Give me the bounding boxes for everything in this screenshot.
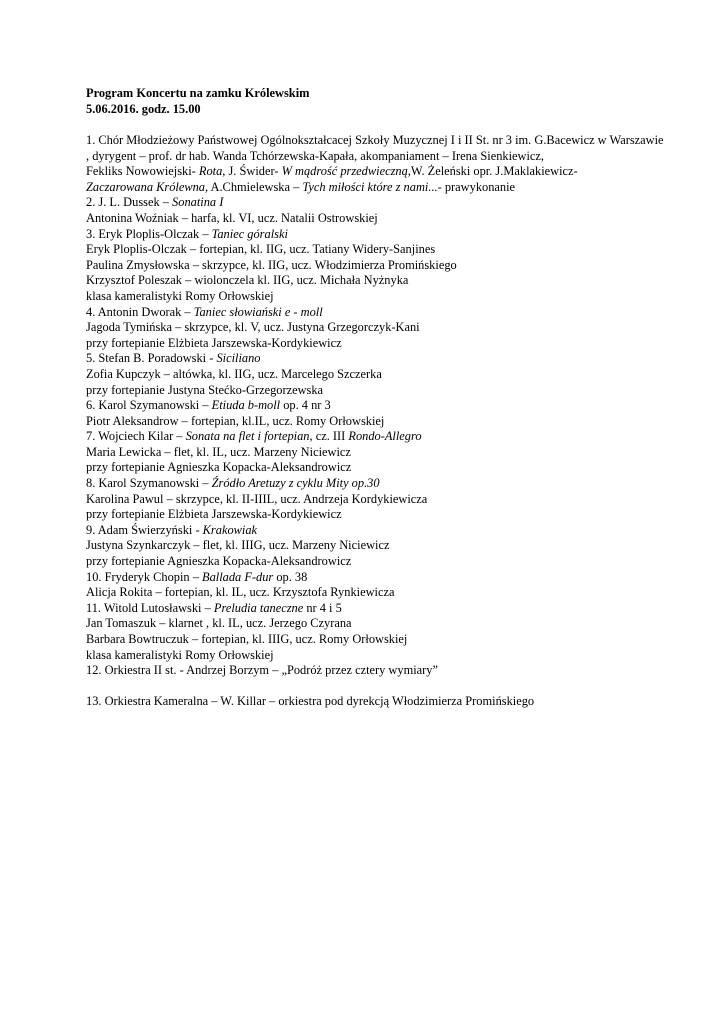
program-item-1-pieces-line1 <box>86 164 666 180</box>
program-item-6-heading <box>86 398 666 414</box>
movement-text: , cz. III <box>309 429 349 444</box>
performer-line: Jan Tomaszuk – klarnet , kl. IL, ucz. Jerzego Czyrana <box>86 616 352 631</box>
program-item-8-heading <box>86 476 666 492</box>
concert-date: 5.06.2016. godz. 15.00 <box>86 101 201 116</box>
performer-line: przy fortepianie Agnieszka Kopacka-Aleksandrowicz <box>86 554 352 569</box>
piece-title: Źródło Aretuzy z cyklu Mity op.30 <box>211 476 380 491</box>
piece-title: Zaczarowana Królewna, <box>86 179 209 194</box>
program-item-4-heading <box>86 305 666 321</box>
performer-line: przy fortepianie Justyna Stećko-Grzegorzewska <box>86 382 324 397</box>
composer-text: 5. Stefan B. Poradowski - <box>86 351 217 366</box>
document-header <box>86 86 309 117</box>
piece-title: Taniec słowiański e - moll <box>193 304 323 319</box>
performer-line: Maria Lewicka – flet, kl. IL, ucz. Marzeny Niciewicz <box>86 444 351 459</box>
performer-line: klasa kameralistyki Romy Orłowskiej <box>86 288 274 303</box>
piece-title: Tych miłości które z nami... <box>302 179 438 194</box>
composer-text: 2. J. L. Dussek – <box>86 195 173 210</box>
piece-title: W mądrość przedwieczną, <box>281 164 411 179</box>
program-item-12: 12. Orkiestra II st. - Andrzej Borzym – „Podróż przez cztery wymiary” <box>86 663 438 678</box>
program-item-1-pieces-line2 <box>86 180 666 196</box>
performer-line: Zofia Kupczyk – altówka, kl. IIG, ucz. Marcelego Szczerka <box>86 366 382 381</box>
premiere-note: - prawykonanie <box>437 179 516 194</box>
performer-line: Justyna Szynkarczyk – flet, kl. IIIG, ucz. Marzeny Niciewicz <box>86 538 390 553</box>
performer-line: Jagoda Tymińska – skrzypce, kl. V, ucz. Justyna Grzegorczyk-Kani <box>86 320 420 335</box>
spacer <box>86 679 666 695</box>
composer-text: 3. Eryk Ploplis-Olczak – <box>86 226 212 241</box>
piece-title: Sonatina I <box>172 195 224 210</box>
page-title: Program Koncertu na zamku Królewskim <box>86 86 310 100</box>
composer-text: W. Żeleński opr. J.Maklakiewicz- <box>410 164 578 179</box>
program-item-10-heading <box>86 570 666 586</box>
program-item-5-heading <box>86 351 666 367</box>
performer-line: Krzysztof Poleszak – wiolonczela kl. IIG, ucz. Michała Nyżnyka <box>86 273 409 288</box>
performer-line: Antonina Woźniak – harfa, kl. VI, ucz. Natalii Ostrowskiej <box>86 210 378 225</box>
performer-line: Barbara Bowtruczuk – fortepian, kl. IIIG, ucz. Romy Orłowskiej <box>86 632 408 646</box>
performer-line: przy fortepianie Elżbieta Jarszewska-Kordykiewicz <box>86 507 342 522</box>
piece-title: Krakowiak <box>202 522 258 537</box>
composer-text: 4. Antonin Dworak – <box>86 304 194 319</box>
opus-text: op. 38 <box>273 569 308 584</box>
piece-title: Rota, <box>198 164 226 179</box>
composer-text: 10. Fryderyk Chopin – <box>86 569 202 584</box>
performer-line: klasa kameralistyki Romy Orłowskiej <box>86 647 274 662</box>
performer-line: Karolina Pawul – skrzypce, kl. II-IIIL, ucz. Andrzeja Kordykiewicza <box>86 491 428 506</box>
composer-text: 8. Karol Szymanowski – <box>86 476 212 491</box>
piece-title: Etiuda b-moll <box>211 398 281 413</box>
performer-line: Piotr Aleksandrow – fortepian, kl.IL, ucz. Romy Orłowskiej <box>86 413 385 428</box>
composer-text: J. Świder- <box>225 164 282 179</box>
performer-line: Eryk Ploplis-Olczak – fortepian, kl. IIG, ucz. Tatiany Widery-Sanjines <box>86 242 436 257</box>
performer-line: przy fortepianie Elżbieta Jarszewska-Kordykiewicz <box>86 335 342 350</box>
program-list <box>86 133 666 710</box>
composer-text: 7. Wojciech Kilar – <box>86 429 186 444</box>
program-item-3-heading <box>86 227 666 243</box>
opus-text: op. 4 nr 3 <box>280 398 331 413</box>
composer-text: A.Chmielewska – <box>208 179 303 194</box>
piece-title: Sonata na flet i fortepian <box>185 429 310 444</box>
program-item-13: 13. Orkiestra Kameralna – W. Killar – orkiestra pod dyrekcją Włodzimierza Promińskiego <box>86 694 535 709</box>
program-item-7-heading <box>86 429 666 445</box>
opus-text: nr 4 i 5 <box>303 600 342 615</box>
composer-text: 11. Witold Lutosławski – <box>86 600 214 615</box>
program-item-9-heading <box>86 523 666 539</box>
piece-title: Ballada F-dur <box>202 569 274 584</box>
performer-line: Paulina Zmysłowska – skrzypce, kl. IIG, ucz. Włodzimierza Promińskiego <box>86 257 457 272</box>
piece-title: Siciliano <box>216 351 261 366</box>
composer-text: 9. Adam Świerzyński - <box>86 522 203 537</box>
composer-text: Fekliks Nowowiejski- <box>86 164 199 179</box>
program-item-11-heading <box>86 601 666 617</box>
performer-line: przy fortepianie Agnieszka Kopacka-Aleksandrowicz <box>86 460 352 475</box>
piece-title: Preludia taneczne <box>213 600 304 615</box>
movement-title: Rondo-Allegro <box>348 429 422 444</box>
performer-line: Alicja Rokita – fortepian, kl. IL, ucz. Krzysztofa Rynkiewicza <box>86 585 395 600</box>
composer-text: 6. Karol Szymanowski – <box>86 398 212 413</box>
piece-title: Taniec góralski <box>211 226 288 241</box>
program-item-2-heading <box>86 195 666 211</box>
program-item-1-ensemble: 1. Chór Młodzieżowy Państwowej Ogólnokształcacej Szkoły Muzycznej I i II St. nr 3 im. G.Bacewicz w Warszawie , dyrygent – prof. dr hab. Wanda Tchórzewska-Kapała, akompaniament – Irena Sienkiewicz, <box>86 133 664 163</box>
